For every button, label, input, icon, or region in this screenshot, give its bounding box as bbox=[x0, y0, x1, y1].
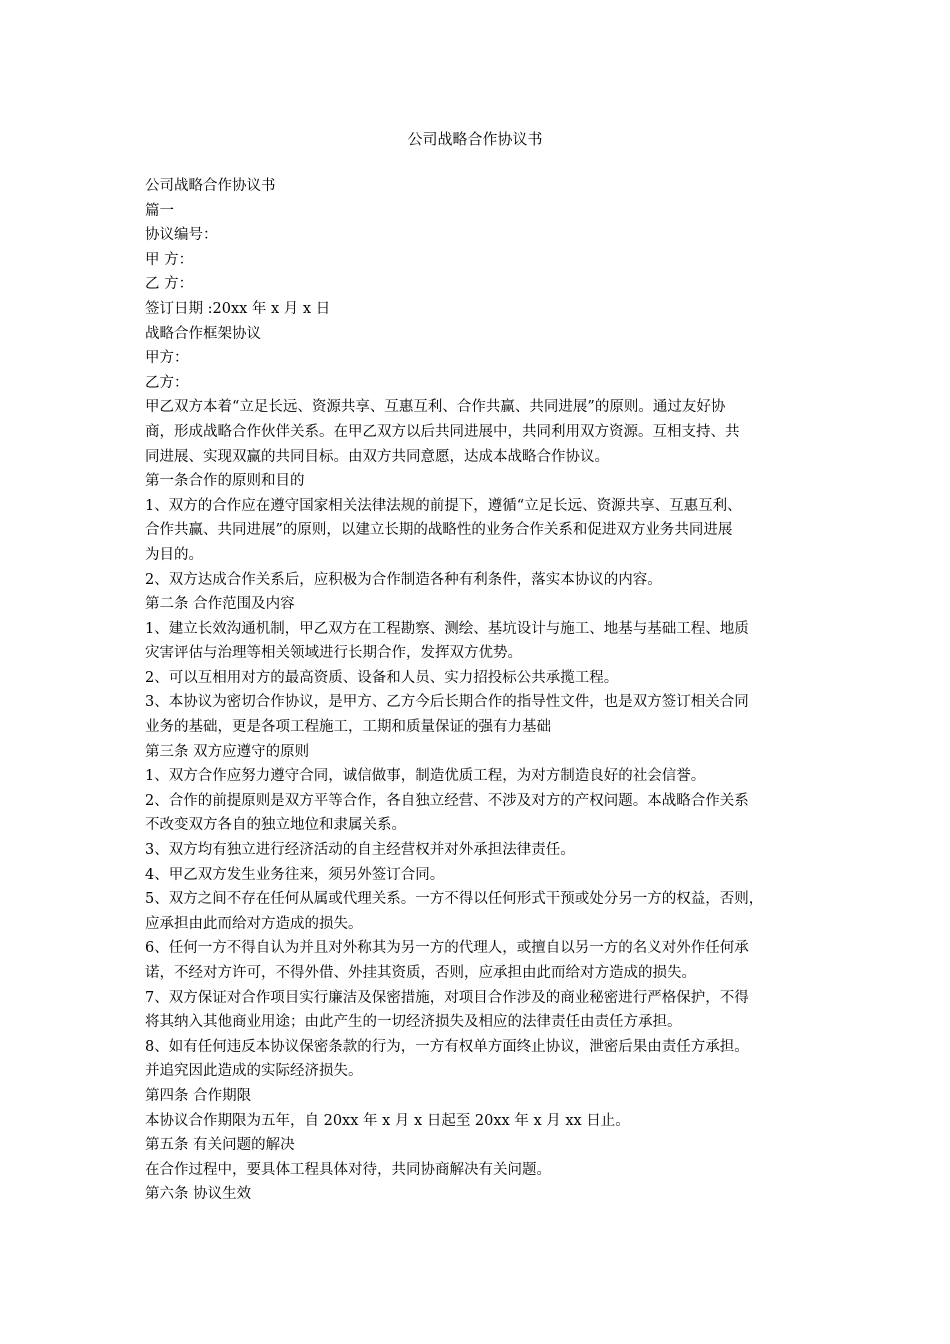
text-line: 战略合作框架协议 bbox=[145, 325, 261, 342]
text-line: 在合作过程中，要具体工程具体对待，共同协商解决有关问题。 bbox=[145, 1161, 551, 1178]
text-line: 商，形成战略合作伙伴关系。在甲乙双方以后共同进展中，共同利用双方资源。互相支持、共 bbox=[145, 423, 740, 440]
text-line: 第一条合作的原则和目的 bbox=[145, 473, 305, 490]
text-line: 第三条 双方应遵守的原则 bbox=[145, 743, 310, 760]
text-line: 诺，不经对方许可，不得外借、外挂其资质，否则，应承担由此而给对方造成的损失。 bbox=[145, 965, 696, 981]
text-line: 1、双方的合作应在遵守国家相关法律法规的前提下，遵循“立足长远、资源共享、互惠互利、 bbox=[145, 497, 742, 514]
text-line: 公司战略合作协议书 bbox=[145, 178, 276, 194]
text-line: 合作共赢、共同进展”的原则，以建立长期的战略性的业务合作关系和促进双方业务共同进展 bbox=[145, 522, 733, 539]
text-line: 应承担由此而给对方造成的损失。 bbox=[145, 915, 363, 932]
text-line: 3、双方均有独立进行经济活动的自主经营权并对外承担法律责任。 bbox=[145, 842, 575, 859]
text-line: 乙方： bbox=[145, 374, 189, 391]
text-line: 6、任何一方不得自认为并且对外称其为另一方的代理人，或擅自以另一方的名义对外作任何承 bbox=[145, 940, 749, 957]
text-line: 甲 方： bbox=[145, 251, 194, 268]
document-body bbox=[145, 174, 825, 1207]
text-line: 同进展、实现双赢的共同目标。由双方共同意愿，达成本战略合作协议。 bbox=[145, 448, 609, 465]
text-line: 5、双方之间不存在任何从属或代理关系。一方不得以任何形式干预或处分另一方的权益，否则， bbox=[145, 891, 764, 908]
text-line: 第五条 有关问题的解决 bbox=[145, 1137, 295, 1154]
text-line: 灾害评估与治理等相关领域进行长期合作，发挥双方优势。 bbox=[145, 645, 522, 662]
text-line: 为目的。 bbox=[145, 546, 203, 563]
text-line: 4、甲乙双方发生业务往来，须另外签订合同。 bbox=[145, 866, 445, 883]
text-line: 甲方： bbox=[145, 350, 189, 367]
text-line: 篇一 bbox=[145, 202, 174, 219]
text-line: 7、双方保证对合作项目实行廉洁及保密措施，对项目合作涉及的商业秘密进行严格保护，不得 bbox=[145, 989, 749, 1006]
text-line: 本协议合作期限为五年，自 20xx 年 x 月 x 日起至 20xx 年 x 月 xx 日止。 bbox=[145, 1112, 630, 1129]
text-line: 不改变双方各自的独立地位和隶属关系。 bbox=[145, 817, 406, 834]
text-line: 2、合作的前提原则是双方平等合作，各自独立经营、不涉及对方的产权问题。本战略合作关系 bbox=[145, 792, 749, 809]
text-line: 将其纳入其他商业用途；由此产生的一切经济损失及相应的法律责任由责任方承担。 bbox=[145, 1014, 682, 1031]
text-line: 并追究因此造成的实际经济损失。 bbox=[145, 1063, 363, 1080]
text-line: 1、建立长效沟通机制，甲乙双方在工程勘察、测绘、基坑设计与施工、地基与基础工程、地质 bbox=[145, 620, 749, 637]
text-line: 2、双方达成合作关系后，应积极为合作制造各种有利条件，落实本协议的内容。 bbox=[145, 571, 662, 588]
text-line: 甲乙双方本着“立足长远、资源共享、互惠互利、合作共赢、共同进展”的原则。通过友好协 bbox=[145, 399, 726, 416]
text-line: 1、双方合作应努力遵守合同，诚信做事，制造优质工程，为对方制造良好的社会信誉。 bbox=[145, 768, 706, 785]
document-title: 公司战略合作协议书 bbox=[407, 130, 543, 148]
text-line: 协议编号： bbox=[145, 227, 218, 244]
text-line: 第六条 协议生效 bbox=[145, 1186, 252, 1203]
text-line: 第四条 合作期限 bbox=[145, 1087, 252, 1104]
text-line: 第二条 合作范围及内容 bbox=[145, 596, 295, 613]
text-line: 8、如有任何违反本协议保密条款的行为，一方有权单方面终止协议，泄密后果由责任方承担。 bbox=[145, 1038, 749, 1055]
text-line: 乙 方： bbox=[145, 276, 194, 293]
text-line: 签订日期 :20xx 年 x 月 x 日 bbox=[145, 300, 331, 317]
text-line: 3、本协议为密切合作协议，是甲方、乙方今后长期合作的指导性文件，也是双方签订相关合同 bbox=[145, 694, 749, 711]
text-line: 2、可以互相用对方的最高资质、设备和人员、实力招投标公共承揽工程。 bbox=[145, 669, 619, 686]
text-line: 业务的基础，更是各项工程施工，工期和质量保证的强有力基础 bbox=[145, 719, 551, 736]
